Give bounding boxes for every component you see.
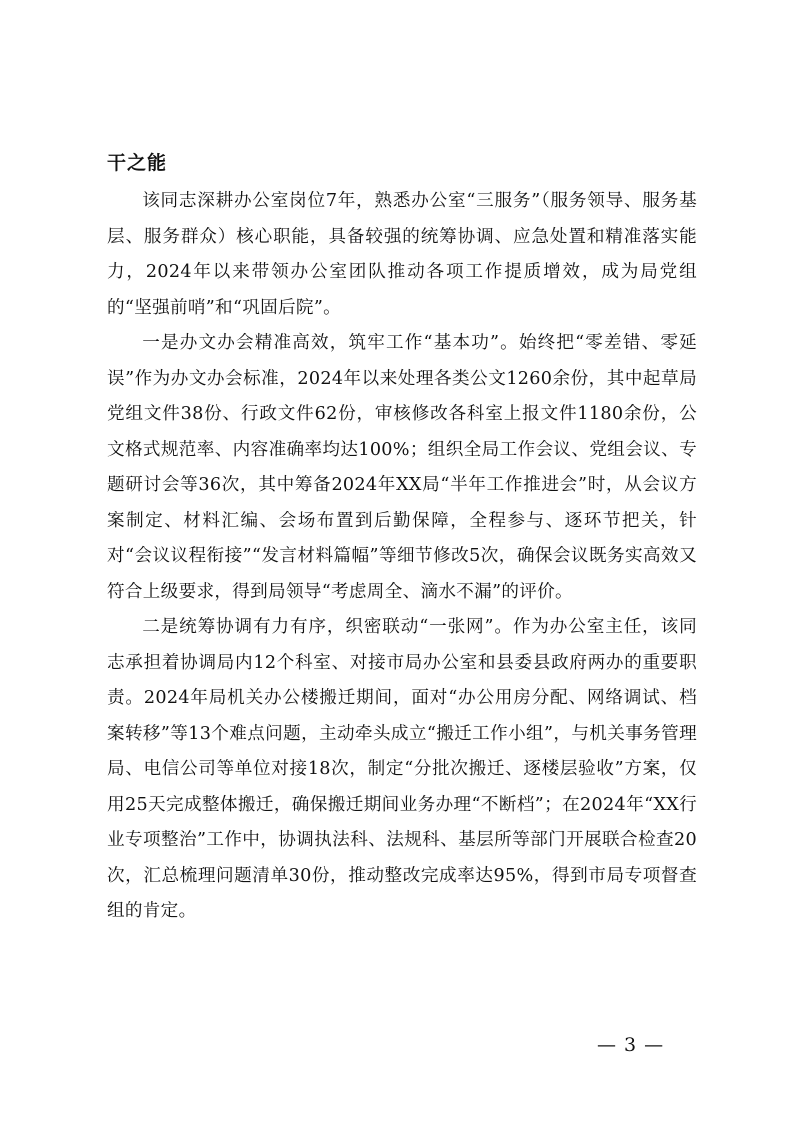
document-body	[107, 146, 697, 930]
paragraph-point-two: 二是统筹协调有力有序，织密联动“一张网”。作为办公室主任，该同志承担着协调局内12个科室、对接市局办公室和县委县政府两办的重要职责。2024年局机关办公楼搬迁期间，面对“办公用房分配、网络调试、档案转移”等13个难点问题，主动牵头成立“搬迁工作小组”，与机关事务管理局、电信公司等单位对接18次，制定“分批次搬迁、逐楼层验收”方案，仅用25天完成整体搬迁，确保搬迁期间业务办理“不断档”；在2024年“XX行业专项整治”工作中，协调执法科、法规科、基层所等部门开展联合检查20次，汇总梳理问题清单30份，推动整改完成率达95%，得到市局专项督查组的肯定。	[107, 617, 697, 921]
page-number: — 3 —	[597, 1034, 665, 1056]
paragraph-point-one: 一是办文办会精准高效，筑牢工作“基本功”。始终把“零差错、零延误”作为办文办会标准，2024年以来处理各类公文1260余份，其中起草局党组文件38份、行政文件62份，审核修改各科室上报文件1180余份，公文格式规范率、内容准确率均达100%；组织全局工作会议、党组会议、专题研讨会等36次，其中筹备2024年XX局“半年工作推进会”时，从会议方案制定、材料汇编、会场布置到后勤保障，全程参与、逐环节把关，针对“会议议程衔接”“发言材料篇幅”等细节修改5次，确保会议既务实高效又符合上级要求，得到局领导“考虑周全、滴水不漏”的评价。	[107, 333, 697, 602]
paragraph-intro: 该同志深耕办公室岗位7年，熟悉办公室“三服务”（服务领导、服务基层、服务群众）核心职能，具备较强的统筹协调、应急处置和精准落实能力，2024年以来带领办公室团队推动各项工作提质增效，成为局党组的“坚强前哨”和“巩固后院”。	[107, 191, 697, 318]
section-heading: 干之能	[107, 152, 168, 174]
